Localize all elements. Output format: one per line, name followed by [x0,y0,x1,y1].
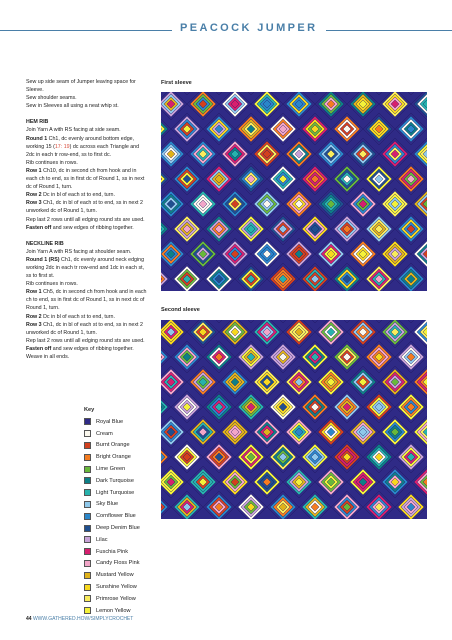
diamond-motif [363,263,395,291]
section-heading: NECKLINE RIB [26,240,64,247]
colour-name: Lemon Yellow [96,607,131,614]
row-label: Row 1 [26,167,42,174]
diamond-motif [219,188,251,220]
row-label: Row 1 [26,289,42,296]
diamond-motif [395,213,427,245]
diamond-motif [379,466,411,498]
diamond-motif [219,320,251,348]
diamond-motif [331,263,363,291]
diamond-motif [299,491,331,519]
colour-swatch [84,442,91,449]
instruction-row [26,199,148,215]
instruction-text: Rep last 2 rows until all edging round sts are used. [26,337,145,344]
row-label: Row 3 [26,200,42,207]
paragraph-gap [26,110,148,118]
row-label: Round 1 (RS) [26,256,60,263]
diamond-motif [299,263,331,291]
instruction-row [26,288,148,312]
diamond-motif [299,113,331,145]
key-item [84,605,140,617]
row-text: Ch1, dc evenly around neck edging working 2dc in each tr row-end and 1dc in each st, ss to first st. [26,256,145,280]
row-text: Ch1, dc evenly around bottom edge, working 15 ( [26,135,135,150]
diamond-motif [251,366,283,398]
diamond-motif [283,466,315,498]
key-item [84,522,140,534]
diamond-motif [267,113,299,145]
diamond-motif [347,188,379,220]
diamond-motif [283,92,315,120]
instruction-text: Rep last 2 rows until all edging round sts are used. [26,216,145,223]
row-label: Row 2 [26,192,42,199]
instruction-text: Weave in all ends. [26,354,70,360]
diamond-motif [235,441,267,473]
diamond-motif [203,391,235,423]
diamond-motif [363,391,395,423]
diamond-motif [251,416,283,448]
diamond-motif [379,92,411,120]
diamond-motif [347,238,379,270]
diamond-motif [161,92,187,120]
instruction-row [26,256,148,280]
key-item [84,440,140,452]
section-heading: HEM RIB [26,119,49,126]
diamond-motif [331,491,363,519]
diamond-motif [395,491,427,519]
row-text: Dc in bl of each st to end, turn. [41,192,115,199]
instruction-row [26,167,148,191]
diamond-motif [331,213,363,245]
second-sleeve-label: Second sleeve [161,307,200,313]
row-text: Dc in bl of each st to end, turn. [41,313,115,320]
diamond-motif [347,366,379,398]
footer-url: WWW.GATHERED.HOW/SIMPLYCROCHET [31,616,134,622]
diamond-motif [379,238,411,270]
key-item [84,463,140,475]
diamond-motif [315,366,347,398]
colour-name: Sunshine Yellow [96,584,137,591]
diamond-motif [363,341,395,373]
diamond-motif [379,188,411,220]
diamond-motif [219,416,251,448]
diamond-motif [251,466,283,498]
colour-name: Deep Denim Blue [96,525,140,532]
diamond-motif [219,238,251,270]
colour-swatch [84,595,91,602]
diamond-motif [315,188,347,220]
diamond-motif [171,441,203,473]
key-item [84,558,140,570]
diamond-motif [315,92,347,120]
colour-key [84,407,140,617]
colour-swatch [84,430,91,437]
diamond-motif [283,320,315,348]
diamond-motif [235,263,267,291]
diamond-motif [219,466,251,498]
diamond-motif [283,366,315,398]
instruction-text: Join Yarn A with RS facing at shoulder seam. [26,248,132,255]
diamond-motif [363,441,395,473]
colour-name: Mustard Yellow [96,572,134,579]
diamond-motif [299,391,331,423]
colour-name: Bright Orange [96,454,131,461]
diamond-motif [315,466,347,498]
colour-name: Royal Blue [96,418,124,425]
key-item [84,451,140,463]
diamond-motif [315,238,347,270]
diamond-motif [347,92,379,120]
diamond-motif [235,113,267,145]
diamond-motif [315,416,347,448]
diamond-motif [235,491,267,519]
colour-swatch [84,536,91,543]
diamond-motif [203,491,235,519]
diamond-motif [299,341,331,373]
key-item [84,475,140,487]
diamond-motif [267,341,299,373]
diamond-motif [283,138,315,170]
diamond-motif [267,441,299,473]
instruction-text: Rib continues in rows. [26,281,78,288]
diamond-motif [203,213,235,245]
diamond-motif [171,491,203,519]
colour-swatch [84,477,91,484]
diamond-motif [331,113,363,145]
diamond-motif [203,163,235,195]
diamond-motif [187,238,219,270]
diamond-motif [331,391,363,423]
diamond-motif [251,188,283,220]
diamond-motif [187,366,219,398]
key-item [84,487,140,499]
instructions-column [26,78,148,361]
diamond-motif [203,341,235,373]
sleeve-motif-svg [161,92,427,291]
instruction-text: Join Yarn A with RS facing at side seam. [26,127,121,134]
diamond-motif [161,366,187,398]
diamond-motif [299,213,331,245]
second-sleeve-chart [161,320,427,519]
diamond-motif [187,466,219,498]
row-text: Ch1, dc in bl of each st to end, ss in next 2 unworked dc of Round 1, turn. [26,321,143,336]
row-text: Ch10, dc in second ch from hook and in each ch to end, ss in first dc of Round 1, ss in next dc of Round 1, turn. [26,167,145,191]
instruction-text: Rib continues in rows. [26,159,78,166]
diamond-motif [331,341,363,373]
colour-swatch [84,548,91,555]
diamond-motif [251,92,283,120]
diamond-motif [251,238,283,270]
diamond-motif [379,416,411,448]
row-text: Ch5, dc in second ch from hook and in each ch to end, ss in first dc of Round 1, ss in next dc of Round 1, turn. [26,289,147,312]
diamond-motif [299,441,331,473]
diamond-motif [395,263,427,291]
colour-name: Burnt Orange [96,442,130,449]
diamond-motif [161,138,187,170]
row-text: and sew edges of ribbing together. [51,224,134,231]
row-text: and sew edges of ribbing together. [51,345,134,352]
key-item [84,593,140,605]
diamond-motif [395,163,427,195]
diamond-motif [379,138,411,170]
row-text: ) dc across each Triangle and 2dc in each tr row-end, ss to first dc. [26,143,140,158]
diamond-motif [161,466,187,498]
instruction-row [26,321,148,337]
diamond-motif [315,138,347,170]
diamond-motif [219,138,251,170]
page-number: 44 [26,616,32,622]
first-sleeve-label: First sleeve [161,80,192,86]
diamond-motif [267,163,299,195]
diamond-motif [161,238,187,270]
diamond-motif [235,391,267,423]
instruction-text: Sew in Sleeves all using a neat whip st. [26,103,119,110]
diamond-motif [219,92,251,120]
colour-name: Candy Floss Pink [96,560,140,567]
diamond-motif [219,366,251,398]
diamond-motif [363,113,395,145]
diamond-motif [203,263,235,291]
key-item [84,510,140,522]
diamond-motif [395,391,427,423]
colour-swatch [84,584,91,591]
diamond-motif [171,263,203,291]
key-item [84,569,140,581]
colour-name: Lilac [96,536,108,543]
diamond-motif [251,138,283,170]
diamond-motif [347,320,379,348]
page-footer [26,616,133,622]
instruction-row [26,345,148,353]
diamond-motif [161,188,187,220]
colour-name: Cornflower Blue [96,513,136,520]
key-title: Key [84,407,95,413]
row-label: Round 1 [26,135,48,142]
colour-swatch [84,607,91,614]
instruction-row [26,313,148,321]
key-item [84,534,140,546]
diamond-motif [395,341,427,373]
diamond-motif [235,341,267,373]
diamond-motif [171,213,203,245]
size-variants: 17: 19 [54,143,70,150]
diamond-motif [283,238,315,270]
diamond-motif [203,113,235,145]
diamond-motif [395,441,427,473]
diamond-motif [171,341,203,373]
colour-swatch [84,513,91,520]
diamond-motif [235,163,267,195]
colour-name: Dark Turquoise [96,477,134,484]
colour-name: Fuschia Pink [96,548,129,555]
page-header-title: PEACOCK JUMPER [172,22,326,34]
diamond-motif [283,188,315,220]
diamond-motif [395,113,427,145]
row-text: Ch1, dc in bl of each st to end, ss in next 2 unworked dc of Round 1, turn. [26,200,143,215]
diamond-motif [379,366,411,398]
colour-name: Cream [96,430,113,437]
instruction-text: Sew shoulder seams. [26,95,77,102]
colour-swatch [84,501,91,508]
colour-swatch [84,454,91,461]
diamond-motif [161,320,187,348]
row-label: Fasten off [26,345,52,352]
diamond-motif [363,491,395,519]
instruction-row [26,224,148,232]
diamond-motif [347,138,379,170]
diamond-motif [283,416,315,448]
paragraph-gap [26,232,148,240]
diamond-motif [267,391,299,423]
diamond-motif [347,416,379,448]
colour-swatch [84,418,91,425]
row-label: Row 2 [26,313,42,320]
instruction-row [26,191,148,199]
diamond-motif [363,213,395,245]
key-item [84,581,140,593]
diamond-motif [171,391,203,423]
diamond-motif [267,491,299,519]
diamond-motif [203,441,235,473]
diamond-motif [267,213,299,245]
row-label: Fasten off [26,224,52,231]
key-item [84,428,140,440]
colour-swatch [84,489,91,496]
key-item [84,499,140,511]
colour-swatch [84,572,91,579]
key-item [84,416,140,428]
diamond-motif [251,320,283,348]
diamond-motif [267,263,299,291]
diamond-motif [315,320,347,348]
colour-swatch [84,466,91,473]
first-sleeve-chart [161,92,427,291]
diamond-motif [161,416,187,448]
diamond-motif [347,466,379,498]
row-label: Row 3 [26,321,42,328]
colour-name: Light Turquoise [96,489,135,496]
instruction-row [26,135,148,159]
colour-swatch [84,525,91,532]
diamond-motif [235,213,267,245]
diamond-motif [171,113,203,145]
sleeve-motif-svg [161,320,427,519]
diamond-motif [187,320,219,348]
diamond-motif [187,416,219,448]
diamond-motif [331,441,363,473]
diamond-motif [171,163,203,195]
diamond-motif [299,163,331,195]
colour-name: Lime Green [96,466,126,473]
instruction-text: Sew up side seam of Jumper leaving space for Sleeve. [26,79,136,94]
diamond-motif [187,138,219,170]
diamond-motif [363,163,395,195]
diamond-motif [187,188,219,220]
colour-swatch [84,560,91,567]
colour-name: Primrose Yellow [96,595,136,602]
colour-name: Sky Blue [96,501,119,508]
diamond-motif [187,92,219,120]
key-item [84,546,140,558]
diamond-motif [331,163,363,195]
diamond-motif [379,320,411,348]
